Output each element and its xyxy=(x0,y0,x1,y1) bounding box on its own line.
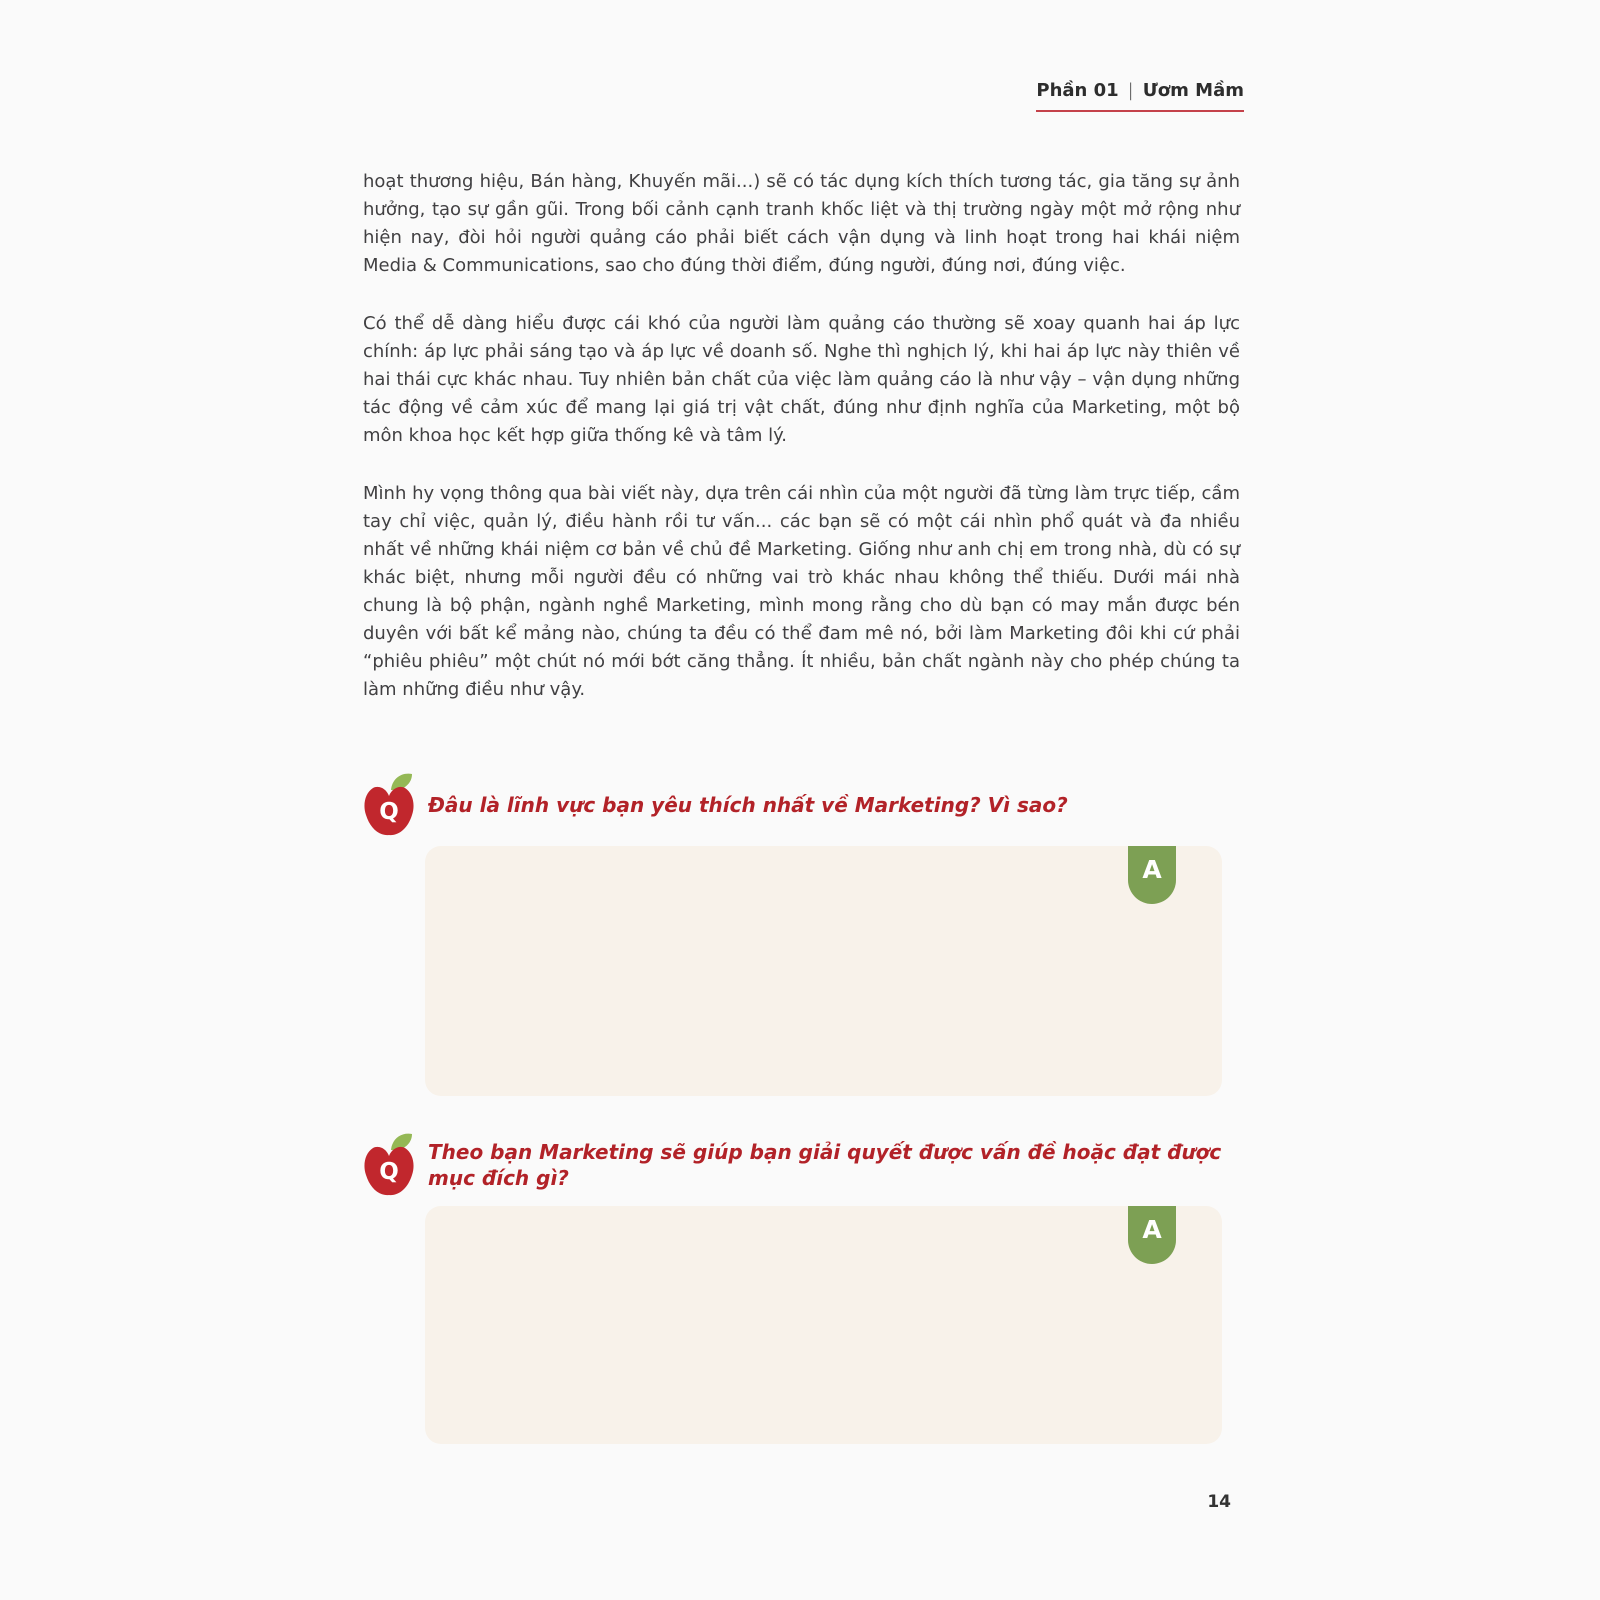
question-text: Đâu là lĩnh vực bạn yêu thích nhất về Marketing? Vì sao? xyxy=(428,793,1068,817)
page-number: 14 xyxy=(1207,1492,1231,1512)
body-paragraph: Có thể dễ dàng hiểu được cái khó của người làm quảng cáo thường sẽ xoay quanh hai áp lực chính: áp lực phải sáng tạo và áp lực về doanh số. Nghe thì nghịch lý, khi hai áp lực này thiên về hai thái cực khác nhau. Tuy nhiên bản chất của việc làm quảng cáo là như vậy – vận dụng những tác động về cảm xúc để mang lại giá trị vật chất, đúng như định nghĩa của Marketing, một bộ môn khoa học kết hợp giữa thống kê và tâm lý. xyxy=(363,313,1240,446)
header-separator: | xyxy=(1127,80,1134,101)
a-letter: A xyxy=(1142,1214,1162,1244)
qa-section-2 xyxy=(363,1132,1240,1444)
answer-box xyxy=(425,1206,1222,1444)
question-row xyxy=(363,1132,1240,1198)
qa-section-1 xyxy=(363,772,1240,1096)
a-letter: A xyxy=(1142,854,1162,884)
question-text: Theo bạn Marketing sẽ giúp bạn giải quyết được vấn đề hoặc đạt được mục đích gì? xyxy=(428,1140,1222,1190)
q-letter: Q xyxy=(379,1159,399,1185)
answer-write-in-area xyxy=(445,1226,1202,1424)
body-paragraph: hoạt thương hiệu, Bán hàng, Khuyến mãi...) sẽ có tác dụng kích thích tương tác, gia tăng sự ảnh hưởng, tạo sự gần gũi. Trong bối cảnh cạnh tranh khốc liệt và thị trường ngày một mở rộng như hiện nay, đòi hỏi người quảng cáo phải biết cách vận dụng và linh hoạt trong hai khái niệm Media & Communications, sao cho đúng thời điểm, đúng người, đúng nơi, đúng việc. xyxy=(363,171,1240,276)
question-row xyxy=(363,772,1240,838)
answer-write-in-area xyxy=(445,866,1202,1076)
running-head xyxy=(1036,80,1244,112)
body-paragraph: Mình hy vọng thông qua bài viết này, dựa trên cái nhìn của một người đã từng làm trực tiếp, cầm tay chỉ việc, quản lý, điều hành rồi tư vấn... các bạn sẽ có một cái nhìn phổ quát và đa nhiều nhất về những khái niệm cơ bản về chủ đề Marketing. Giống như anh chị em trong nhà, dù có sự khác biệt, nhưng mỗi người đều có những vai trò khác nhau không thể thiếu. Dưới mái nhà chung là bộ phận, ngành nghề Marketing, mình mong rằng cho dù bạn có may mắn được bén duyên với bất kể mảng nào, chúng ta đều có thể đam mê nó, bởi làm Marketing đôi khi cứ phải “phiêu phiêu” một chút nó mới bớt căng thẳng. Ít nhiều, bản chất ngành này cho phép chúng ta làm những điều như vậy. xyxy=(363,483,1240,700)
part-label: Phần 01 xyxy=(1036,80,1119,101)
q-letter: Q xyxy=(379,799,399,825)
answer-box xyxy=(425,846,1222,1096)
page-header xyxy=(1036,80,1244,112)
apple-question-icon xyxy=(363,1132,415,1198)
apple-question-icon xyxy=(363,772,415,838)
body-text-column xyxy=(363,168,1240,734)
section-label: Ươm Mầm xyxy=(1142,80,1244,101)
